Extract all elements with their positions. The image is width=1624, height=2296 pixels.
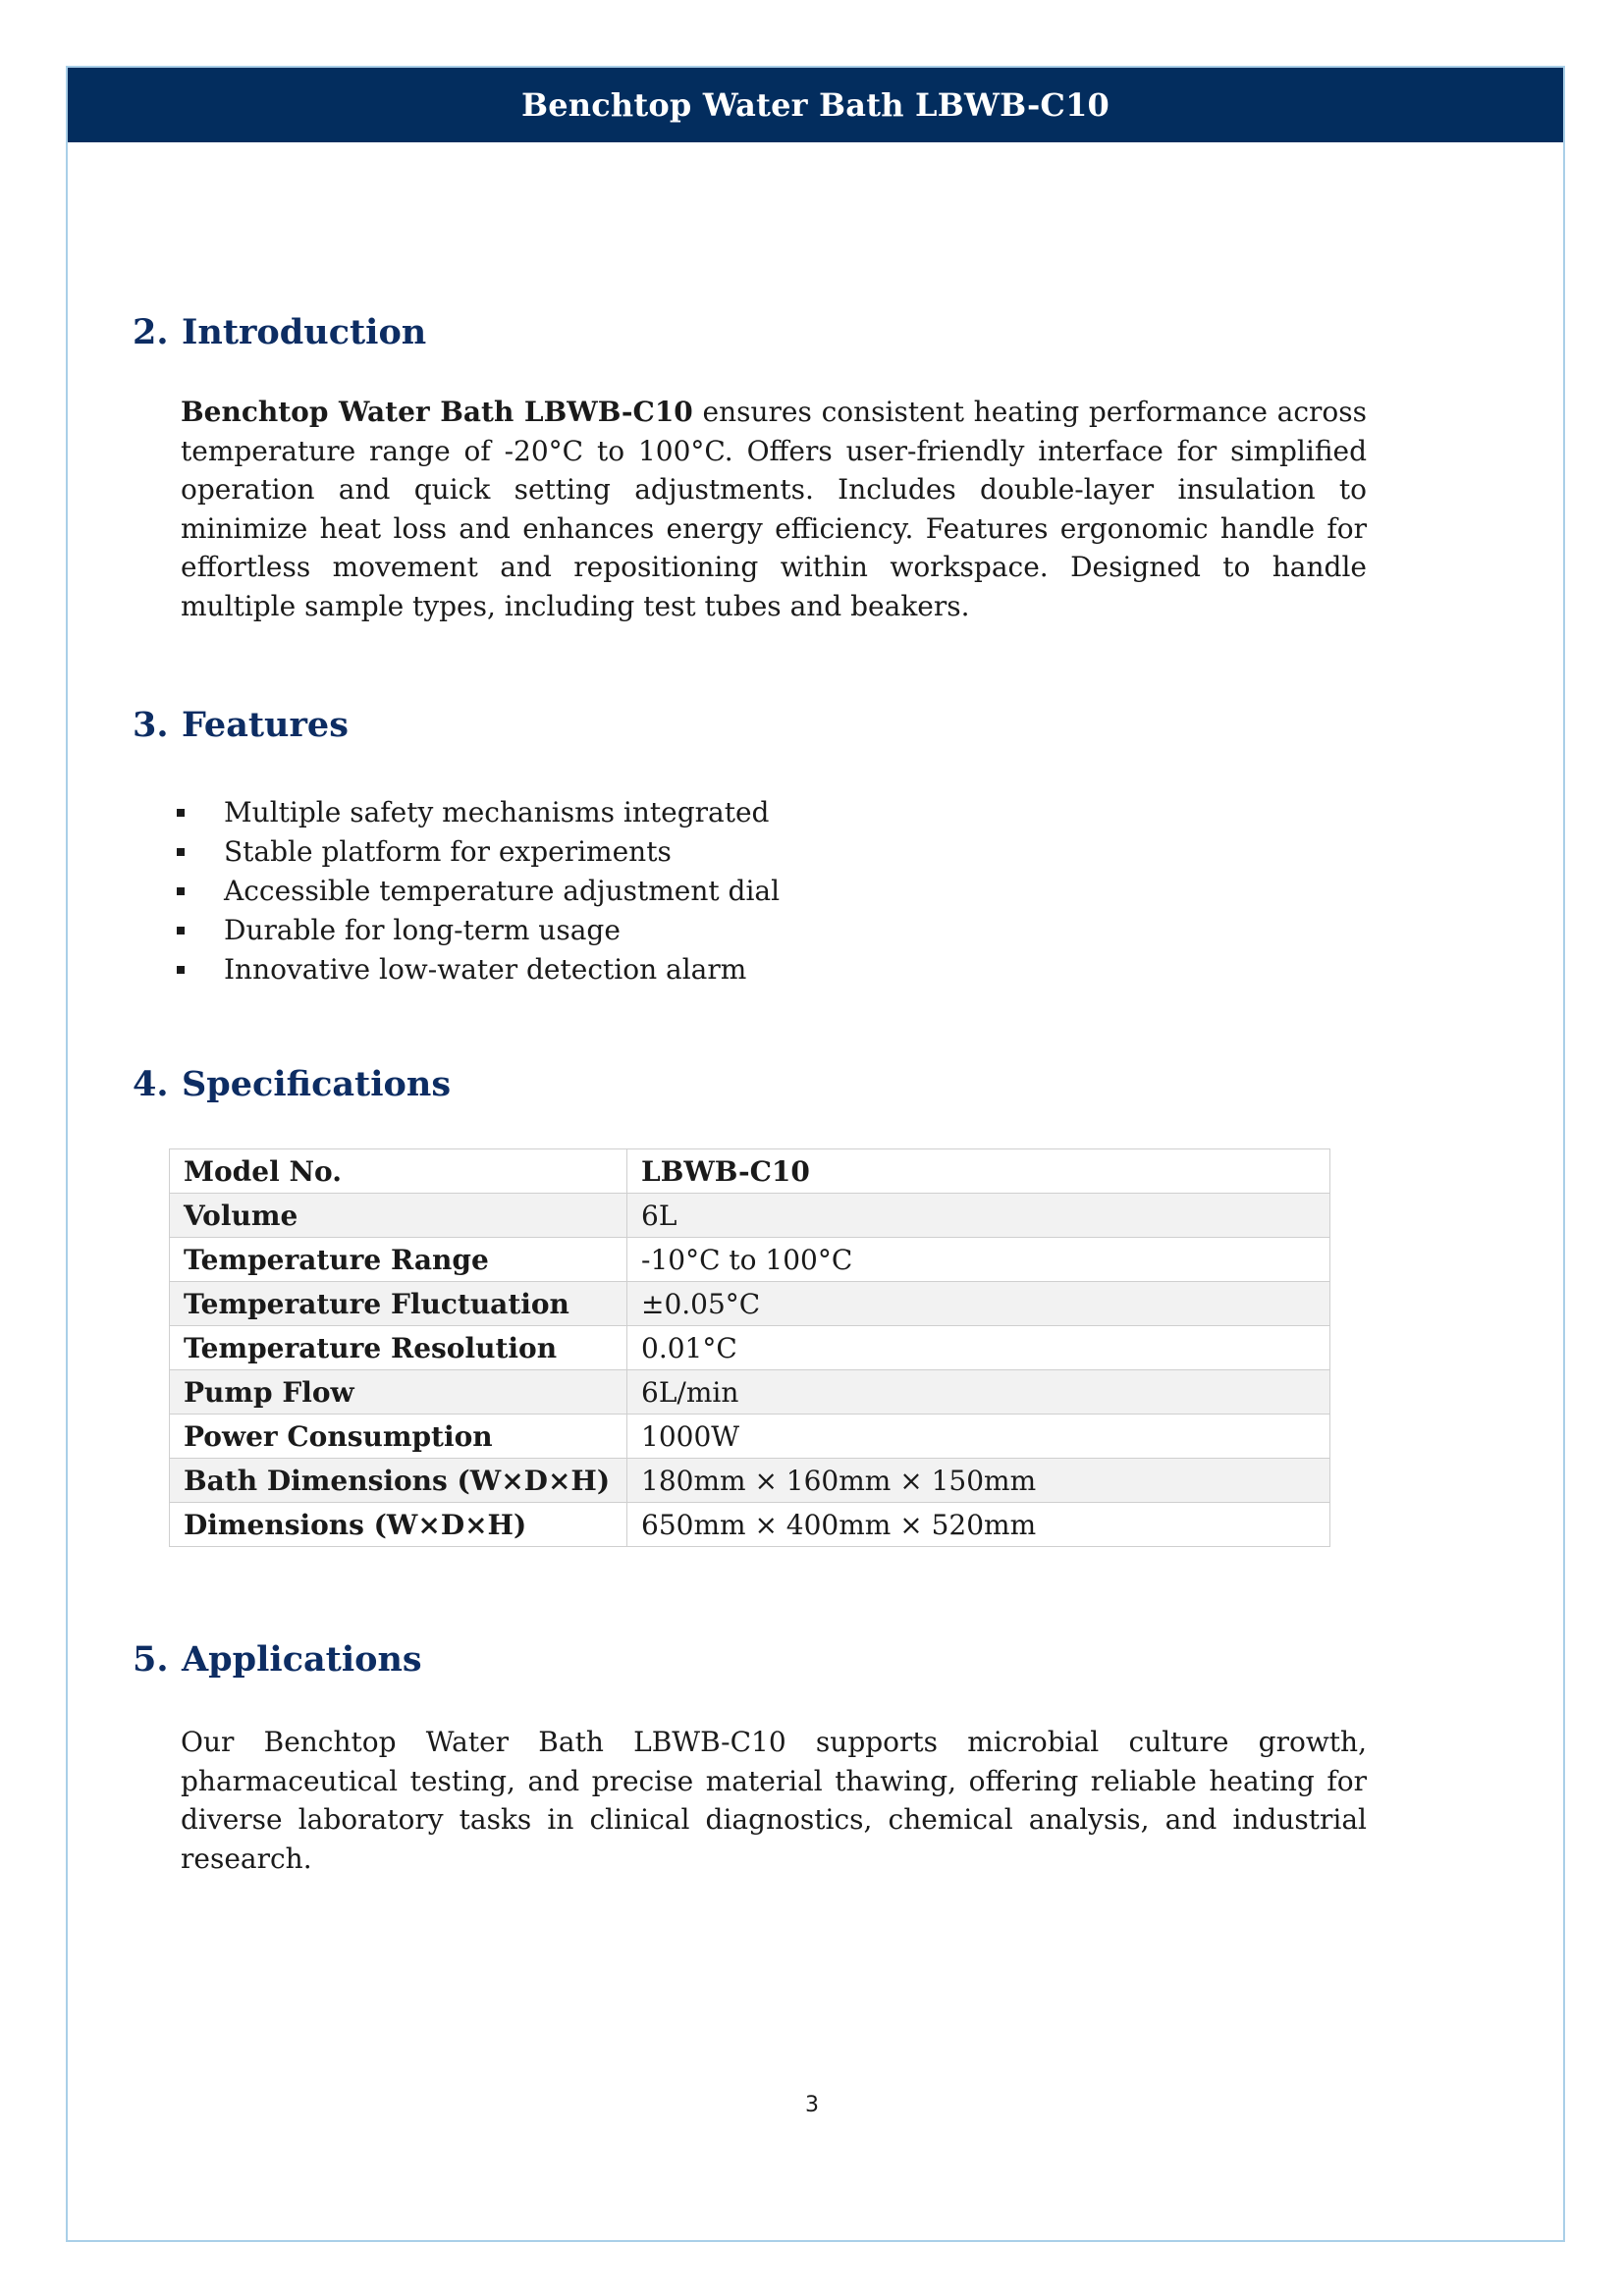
feature-text: Stable platform for experiments [224, 834, 672, 868]
spec-label: Pump Flow [170, 1370, 627, 1415]
table-row [170, 1503, 1330, 1547]
feature-text: Durable for long-term usage [224, 913, 621, 946]
feature-item [177, 910, 780, 949]
spec-value: 650mm × 400mm × 520mm [627, 1503, 1330, 1547]
introduction-number: 2. [133, 312, 169, 352]
applications-heading [133, 1639, 422, 1680]
document-title: Benchtop Water Bath LBWB-C10 [520, 86, 1110, 124]
bullet-icon [177, 848, 185, 856]
page-number: 3 [805, 2093, 819, 2117]
spec-label: Dimensions (W×D×H) [170, 1503, 627, 1547]
features-heading [133, 705, 349, 745]
feature-text: Multiple safety mechanisms integrated [224, 795, 770, 828]
features-list [177, 792, 780, 988]
spec-value: -10°C to 100°C [627, 1238, 1330, 1282]
bullet-icon [177, 966, 185, 974]
spec-value: LBWB-C10 [627, 1149, 1330, 1194]
spec-value: 6L [627, 1194, 1330, 1238]
introduction-title: Introduction [182, 312, 427, 352]
features-title: Features [182, 705, 349, 745]
applications-number: 5. [133, 1639, 169, 1680]
specifications-title: Specifications [182, 1064, 452, 1104]
applications-paragraph: Our Benchtop Water Bath LBWB-C10 supports microbial culture growth, pharmaceutical testing, and precise material thawing, offering reliable heating for diverse laboratory tasks in clinical diagnostics, chemical analysis, and industrial research. [181, 1726, 1367, 1875]
table-row [170, 1238, 1330, 1282]
spec-label: Volume [170, 1194, 627, 1238]
table-row [170, 1415, 1330, 1459]
features-number: 3. [133, 705, 169, 745]
spec-value: 1000W [627, 1415, 1330, 1459]
spec-value: 6L/min [627, 1370, 1330, 1415]
feature-item [177, 792, 780, 831]
feature-text: Innovative low-water detection alarm [224, 952, 747, 986]
feature-item [177, 831, 780, 871]
table-row [170, 1282, 1330, 1326]
spec-value: 0.01°C [627, 1326, 1330, 1370]
feature-item [177, 949, 780, 988]
table-row [170, 1149, 1330, 1194]
introduction-heading [133, 312, 426, 352]
spec-label: Model No. [170, 1149, 627, 1194]
spec-label: Temperature Fluctuation [170, 1282, 627, 1326]
spec-value: 180mm × 160mm × 150mm [627, 1459, 1330, 1503]
bullet-icon [177, 887, 185, 895]
spec-value: ±0.05°C [627, 1282, 1330, 1326]
specifications-table [169, 1148, 1330, 1547]
bullet-icon [177, 927, 185, 934]
table-row [170, 1459, 1330, 1503]
specifications-number: 4. [133, 1064, 169, 1104]
feature-text: Accessible temperature adjustment dial [224, 874, 781, 907]
table-row [170, 1326, 1330, 1370]
table-row [170, 1194, 1330, 1238]
introduction-paragraph [181, 393, 1367, 625]
spec-label: Bath Dimensions (W×D×H) [170, 1459, 627, 1503]
spec-label: Temperature Range [170, 1238, 627, 1282]
spec-label: Temperature Resolution [170, 1326, 627, 1370]
introduction-body: ensures consistent heating performance across temperature range of -20°C to 100°C. Offers user-friendly interface for simplified operation and quick setting adjustments. Includes double-layer insulation to minimize heat loss and enhances energy efficiency. Features ergonomic handle for effortless movement and repositioning within workspace. Designed to handle multiple sample types, including test tubes and beakers. [181, 396, 1367, 622]
header-bar [68, 68, 1563, 142]
introduction-lead: Benchtop Water Bath LBWB-C10 [181, 396, 693, 428]
feature-item [177, 871, 780, 910]
spec-label: Power Consumption [170, 1415, 627, 1459]
applications-title: Applications [182, 1639, 422, 1680]
bullet-icon [177, 809, 185, 817]
specifications-heading [133, 1064, 451, 1104]
table-row [170, 1370, 1330, 1415]
